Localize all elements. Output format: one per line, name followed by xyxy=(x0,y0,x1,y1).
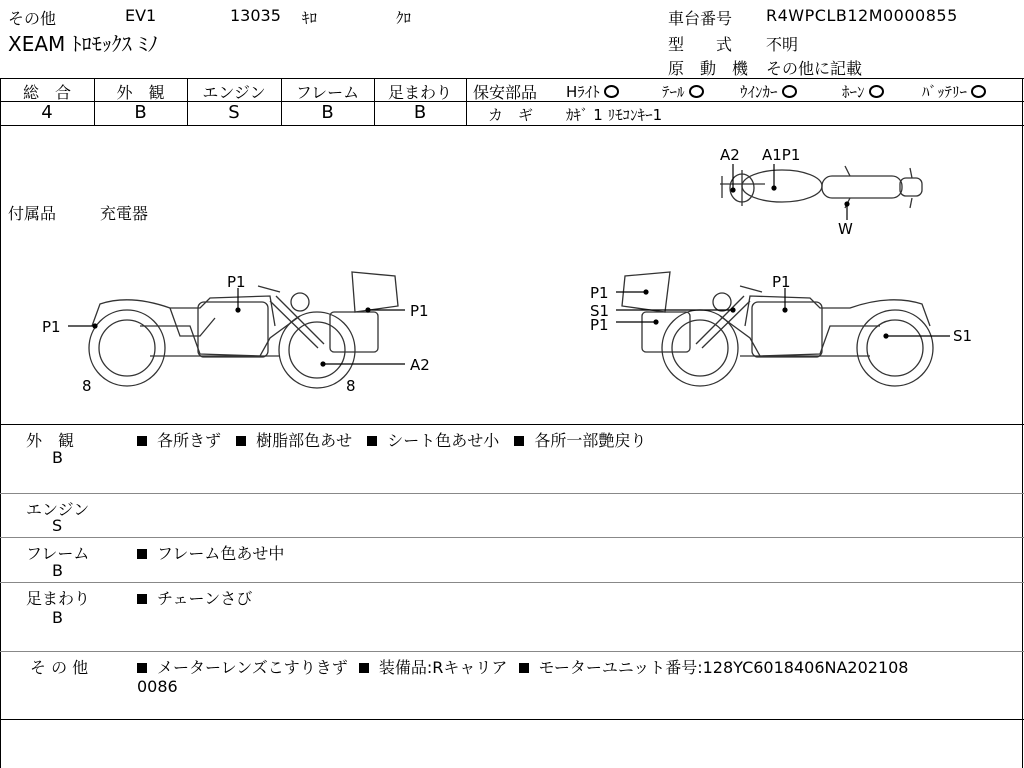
safety-item-horn xyxy=(842,81,884,102)
score-frame: B xyxy=(321,102,334,123)
mark-label: S1 xyxy=(953,327,973,345)
remark-grade-exterior: B xyxy=(52,448,63,467)
remark-notes-frame xyxy=(137,541,284,564)
safety-item-battery xyxy=(922,81,986,102)
bullet-square-icon xyxy=(236,436,246,446)
mark-label: S1 xyxy=(590,302,610,320)
safety-item-name: Hﾗｲﾄ xyxy=(566,83,600,101)
safety-item-name: ｳｲﾝｶｰ xyxy=(740,83,778,101)
mark-label: W xyxy=(838,220,853,238)
score-header-exterior: 外 観 xyxy=(116,83,165,102)
rule xyxy=(0,651,1024,652)
engine-label: 原 動 機 xyxy=(668,59,749,78)
ok-mark-icon xyxy=(604,85,619,98)
mark-label: 8 xyxy=(82,377,92,395)
mark-label: P1 xyxy=(227,273,246,291)
rule xyxy=(466,78,467,125)
score-header-frame: フレーム xyxy=(295,83,360,102)
mark-label: P1 xyxy=(410,302,429,320)
safety-item-name: ﾊﾞｯﾃﾘｰ xyxy=(922,83,968,101)
mark-label: P1 xyxy=(772,273,791,291)
score-header-suspension: 足まわり xyxy=(387,83,452,102)
color: ｸﾛ xyxy=(396,9,412,27)
score-header-engine: エンジン xyxy=(202,83,266,102)
score-total: 4 xyxy=(41,102,53,123)
note: フレーム色あせ中 xyxy=(157,544,285,563)
note: チェーンさび xyxy=(157,589,253,608)
mark-label: A2 xyxy=(410,356,430,374)
item-code: EV1 xyxy=(125,6,157,25)
remark-label-suspension: 足まわり xyxy=(26,589,91,608)
ok-mark-icon xyxy=(782,85,797,98)
note: シート色あせ小 xyxy=(387,431,500,450)
safety-item-taillight xyxy=(662,81,704,102)
bullet-square-icon xyxy=(137,436,147,446)
rule xyxy=(0,537,1024,538)
ok-mark-icon xyxy=(971,85,986,98)
bullet-square-icon xyxy=(137,549,147,559)
remark-notes-other xyxy=(137,655,909,678)
mark-label: A1P1 xyxy=(762,146,801,164)
mileage: 13035 xyxy=(230,6,281,25)
safety-item-name: ﾎｰﾝ xyxy=(842,83,865,101)
score-engine: S xyxy=(228,102,240,123)
score-suspension: B xyxy=(413,102,427,123)
note: モーターユニット番号:128YC6018406NA202108 xyxy=(538,658,909,677)
ok-mark-icon xyxy=(689,85,704,98)
bullet-square-icon xyxy=(137,663,147,673)
mark-label: P1 xyxy=(42,318,61,336)
score-header-total: 総 合 xyxy=(22,83,71,102)
mark-label: 8 xyxy=(346,377,356,395)
model-name: XEAM ﾄﾛﾓｯｸｽ ﾐﾉ xyxy=(8,32,158,56)
mark-label: A2 xyxy=(720,146,740,164)
remark-label-exterior: 外 観 xyxy=(26,431,75,450)
bullet-square-icon xyxy=(137,594,147,604)
score-exterior: B xyxy=(134,102,147,123)
ok-mark-icon xyxy=(869,85,884,98)
remark-notes-exterior xyxy=(137,428,646,451)
rule xyxy=(0,719,1024,720)
rule xyxy=(1022,78,1023,768)
remark-grade-engine: S xyxy=(52,516,63,535)
note: 樹脂部色あせ xyxy=(256,431,353,450)
safety-item-winker xyxy=(740,81,797,102)
remark-notes-suspension xyxy=(137,586,252,609)
mileage-unit: ｷﾛ xyxy=(302,9,318,27)
type-value: 不明 xyxy=(766,35,799,54)
note: メーターレンズこすりきず xyxy=(157,658,348,677)
note: 各所きず xyxy=(157,431,222,450)
remark-label-engine: エンジン xyxy=(26,500,90,519)
remark-grade-frame: B xyxy=(52,561,63,580)
rule xyxy=(0,493,1024,494)
key-value: ｶｷﾞ 1 ﾘﾓｺﾝｷｰ1 xyxy=(566,106,663,124)
rule xyxy=(0,78,1024,79)
remark-grade-suspension: B xyxy=(52,608,63,627)
safety-item-headlight xyxy=(566,81,619,102)
frame-no-label: 車台番号 xyxy=(668,9,733,28)
top-view-diagram xyxy=(720,166,922,208)
category: その他 xyxy=(8,9,57,28)
bullet-square-icon xyxy=(367,436,377,446)
note: 装備品:Rキャリア xyxy=(378,658,508,677)
bullet-square-icon xyxy=(519,663,529,673)
accessories-value: 充電器 xyxy=(100,204,149,223)
remark-label-frame: フレーム xyxy=(26,544,90,563)
mark-label: P1 xyxy=(590,316,609,334)
type-label: 型 式 xyxy=(668,35,733,54)
engine-value: その他に記載 xyxy=(766,59,863,78)
bullet-square-icon xyxy=(514,436,524,446)
damage-diagram xyxy=(0,126,1022,424)
safety-item-name: ﾃｰﾙ xyxy=(662,83,685,101)
rule xyxy=(0,424,1024,425)
mark-label: P1 xyxy=(590,284,609,302)
key-label: カ ギ xyxy=(488,106,534,124)
frame-no: R4WPCLB12M0000855 xyxy=(766,6,958,25)
safety-label: 保安部品 xyxy=(473,83,538,102)
note: 各所一部艶戻り xyxy=(534,431,647,450)
remark-label-other: そ の 他 xyxy=(30,658,89,677)
remark-note-continuation: 0086 xyxy=(137,677,178,696)
bullet-square-icon xyxy=(359,663,369,673)
accessories-label: 付属品 xyxy=(8,204,57,223)
rule xyxy=(0,582,1024,583)
